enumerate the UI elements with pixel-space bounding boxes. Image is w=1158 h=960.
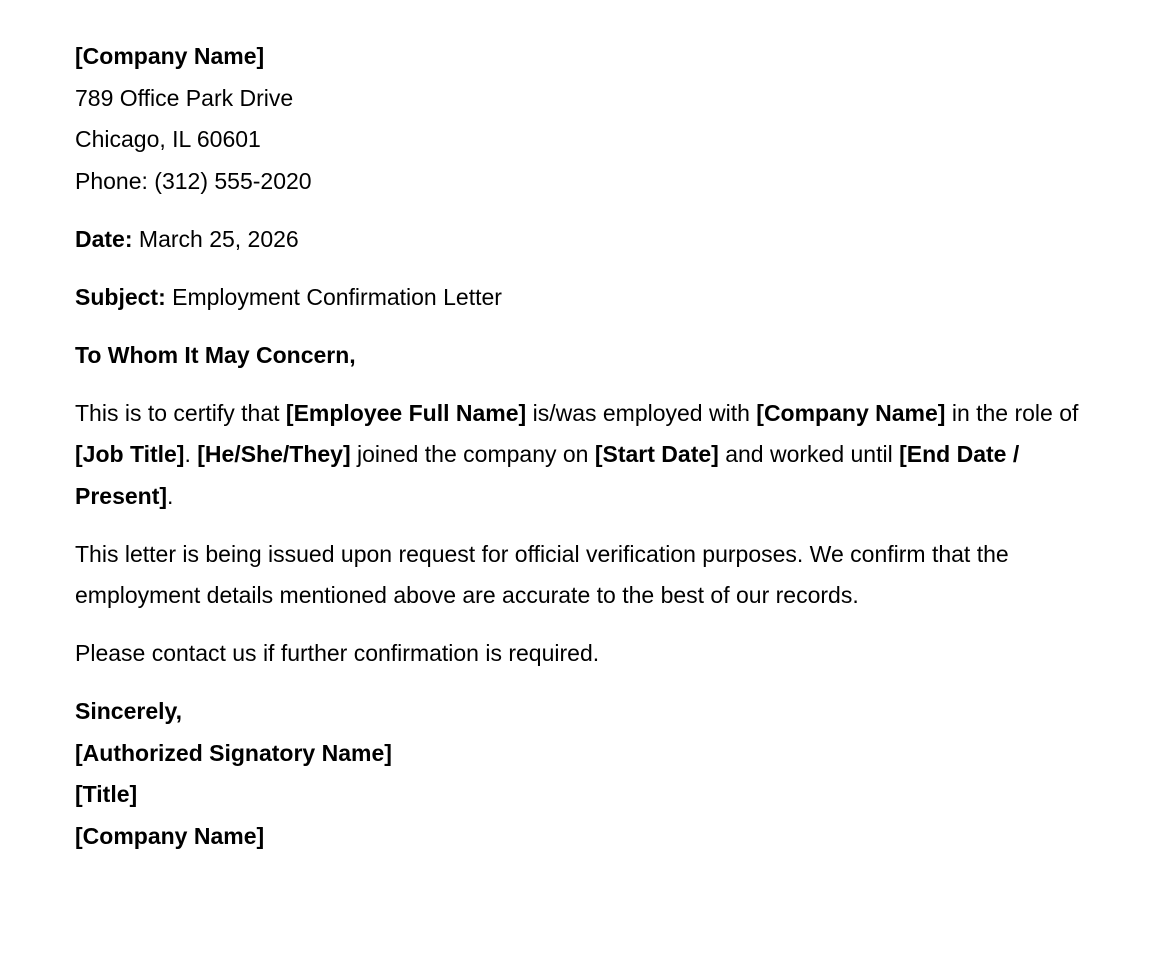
letter-header — [75, 36, 1083, 202]
closing: Sincerely, — [75, 698, 182, 724]
date-line — [75, 219, 1083, 261]
body-text: Please contact us if further confirmation is required. — [75, 640, 600, 666]
placeholder-token: Date: — [75, 225, 133, 252]
body-paragraph-2 — [75, 534, 1083, 617]
company-name: [Company Name] — [75, 43, 265, 69]
body-text: Employment Confirmation Letter — [165, 283, 502, 310]
body-text: joined the company on — [350, 441, 595, 467]
signatory-company-placeholder: [Company Name] — [75, 822, 265, 849]
body-text: March 25, 2026 — [132, 225, 299, 252]
subject-line — [75, 277, 1083, 319]
placeholder-token: [Start Date] — [594, 441, 719, 467]
phone-line: Phone: (312) 555-2020 — [75, 167, 312, 194]
placeholder-token: [Employee Full Name] — [285, 399, 527, 426]
body-text: This letter is being issued upon request for official verification purposes. We confirm that the employment details mentioned above are accurate to the best of our records. — [75, 540, 1009, 608]
placeholder-token: Subject: — [75, 283, 166, 310]
address-line-2: Chicago, IL 60601 — [75, 126, 261, 152]
body-text: This is to certify that — [75, 399, 286, 426]
placeholder-token: [End Date / Present] — [75, 441, 1020, 509]
body-text: and worked until — [718, 441, 900, 467]
body-paragraph-3 — [75, 633, 1083, 675]
placeholder-token: [Job Title] — [75, 441, 185, 467]
address-line-1: 789 Office Park Drive — [75, 84, 294, 111]
body-text: . — [167, 482, 174, 509]
body-paragraph-1 — [75, 393, 1083, 518]
signatory-name-placeholder: [Authorized Signatory Name] — [75, 739, 392, 766]
body-text: in the role of — [945, 399, 1079, 426]
signatory-title-placeholder: [Title] — [75, 781, 138, 807]
salutation: To Whom It May Concern, — [75, 341, 356, 368]
signature-block — [75, 691, 1083, 857]
placeholder-token: [Company Name] — [756, 399, 946, 426]
body-text: . — [184, 441, 198, 467]
body-text: is/was employed with — [526, 399, 757, 426]
placeholder-token: [He/She/They] — [197, 441, 351, 467]
